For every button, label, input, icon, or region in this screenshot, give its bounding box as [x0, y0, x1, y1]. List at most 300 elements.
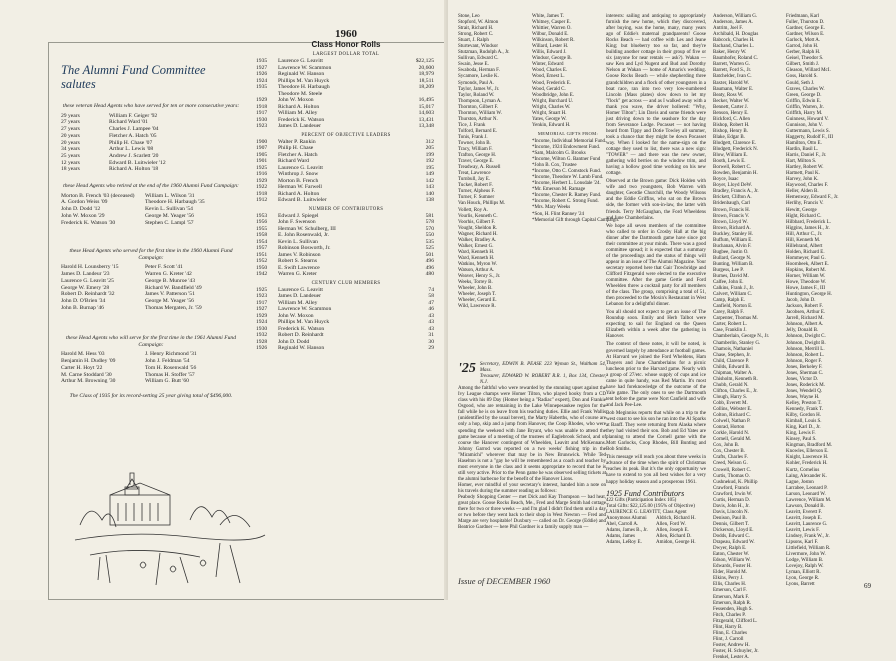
contributor-name: Lyman, Elliott R. — [786, 570, 821, 576]
contributor-name: Fitzgerald, Clifford L. — [713, 618, 758, 624]
honor-title: Class Honor Rolls — [311, 40, 381, 49]
contributor-name: Chamois, Nathaniel — [713, 346, 753, 352]
contributor-name: Gilbert, Smith J. — [786, 62, 820, 68]
honor-section-title: PERCENT OF OBJECTIVE LEADERS — [301, 132, 391, 138]
contributor-name: Bowden, Benjamin H. — [713, 171, 758, 177]
retired-agent: Stephen C. Lampl '57 — [145, 219, 194, 226]
contributor-name: Creed, Nelson G. — [713, 461, 748, 467]
honor-value: 192 — [425, 158, 434, 164]
contributor-name: Bugbee, Justin O. — [713, 249, 749, 255]
honor-class-year: 1955 — [256, 225, 268, 232]
contributor-name: Eaton, Chester W. — [713, 552, 750, 558]
honor-class-year: 1922 — [256, 184, 268, 190]
contributor-name: Bennett, Carter J. — [713, 104, 748, 110]
contributor-name: Holden, Richard E. — [786, 249, 825, 255]
contributor-name: Barrett, Ford S., Jr. — [713, 68, 752, 74]
contributor-name: Larrabee, Leonard P. — [786, 485, 828, 491]
contributor-name: Blow, William E. — [713, 153, 748, 159]
memorial-gift: *John B. Cox, Trustee — [532, 163, 577, 169]
new-agent: John J. Feldman '54 — [145, 358, 190, 365]
veteran-name: Edward B. Luitwieler '12 — [109, 159, 166, 166]
honor-agent-name: John D. Dodd — [278, 338, 310, 345]
contributor-name: Anderson, James A. — [713, 20, 753, 26]
contributor-name: Weaver, Henry S., Jr. — [458, 274, 501, 280]
veteran-name: Fletcher A. Hatch '05 — [109, 132, 157, 139]
veteran-years: 12 years — [61, 159, 80, 166]
fund-agent: LAURENCE G. LEAVITT, Class Agent — [606, 509, 687, 515]
contributor-name: Corkle, Harold N. — [713, 431, 750, 437]
honor-agent-name: Richard A. Holton — [278, 190, 320, 197]
class-1925-notes — [458, 362, 606, 572]
contributor-name: Buckley, Stanley H. — [713, 231, 753, 237]
honor-value: 496 — [425, 264, 434, 271]
contributor-name: Dennis, Gilbert T. — [713, 521, 749, 527]
honor-class-year: 1907 — [256, 145, 268, 151]
contributor-name: Camp, Ralph E. — [713, 298, 745, 304]
honor-agent-name: John F. Swenson — [278, 219, 316, 225]
memorial-gift: *Income, Wilton G. Bantner Fund — [532, 157, 601, 163]
contributor-name: Turner, Alpheus F. — [458, 189, 495, 195]
honor-value: 43 — [428, 319, 434, 325]
honor-class-year: 1958 — [256, 232, 268, 238]
contributor-name: Jones, Sherman C. — [786, 370, 824, 376]
contributor-name: Jelly, Donald B. — [786, 328, 819, 334]
contributor-name: Horner, William W. — [786, 274, 826, 280]
honor-row — [256, 345, 436, 352]
contributor-name: Kohler, Frederick H. — [786, 461, 828, 467]
fund-contributors — [606, 489, 706, 546]
notes-part-c: Observed at the Brown game: Dick Holden with wife and two youngsters, Bob Warren with daughter, Geordie Churchill, the Woody Wilsons and the Eddie Griffins, who sat on the Brown side, the former with son-in-law, the latter with friends. Terry McGaughan, the Ford Wheeldens and June Chamberlains. — [606, 179, 706, 221]
honor-value: 143 — [425, 184, 434, 190]
contributor-name: Anderson, William G. — [713, 14, 758, 19]
contributor-name: Blodgett, Clarence E. — [713, 140, 757, 146]
honor-agent-name: Edward B. Luitwieler — [278, 197, 327, 203]
contributor-name: Benson, Henry E. — [713, 110, 749, 116]
honor-section-title: CENTURY CLUB MEMBERS — [311, 280, 381, 286]
honor-class-year: 1929 — [256, 177, 268, 184]
honor-value: 142 — [425, 177, 434, 184]
honor-row — [256, 123, 436, 130]
contributor-name: Baker, Henry W. — [713, 50, 747, 56]
contributor-name: Childs, Edward B. — [713, 364, 750, 370]
honor-class-year: 1905 — [256, 151, 268, 158]
contributor-name: Sullivan, Edward C. — [458, 56, 499, 62]
contributor-name: Cox, Chester B. — [713, 449, 745, 455]
honor-class-year: 1957 — [256, 245, 268, 251]
honor-value: 501 — [425, 251, 434, 258]
contributor-name: Lawrence, William M. — [786, 497, 832, 503]
memorial-gift: *Income, Chester R. Ramey Fund. — [532, 193, 602, 199]
honor-agent-name: Lawrence W. Scammon — [278, 64, 332, 71]
contributor-name: Brown, Lloyd W. — [713, 219, 748, 225]
retired-left — [61, 193, 145, 227]
contributor-name: Hoornbeek, Albert E. — [786, 261, 829, 267]
contributor-name: Hillehrand, Albert — [786, 243, 823, 249]
honor-agent-name: Walter P. Rankin — [278, 138, 316, 145]
contributor-name: Archibald, H. Douglas — [713, 32, 759, 38]
contributor-name: Stopford, W. Almon — [458, 20, 499, 26]
veteran-name: William F. Geiger '92 — [109, 112, 158, 119]
honor-agent-name: Herman W. Schulberg, III — [278, 225, 336, 232]
salutes-heading: The Alumni Fund Committee salutes — [61, 63, 206, 91]
contributor-name: Turner, F. Sumner — [458, 195, 495, 201]
contributor-name: Willard, Lester H. — [532, 44, 569, 50]
honor-class-year: 1923 — [256, 293, 268, 299]
honor-class-year: 1930 — [256, 325, 268, 332]
contributor-name: Wheeler, Joseph T. — [458, 292, 496, 298]
honor-class-year: 1935 — [256, 58, 268, 64]
first-time-agent: Warren G. Kreter '42 — [145, 271, 192, 278]
first-time-agent: Thomas Mergaten, Jr. '59 — [145, 304, 202, 311]
contributor-name: Wood, Gerald C. — [532, 86, 566, 92]
notes-part-b: interests: sailing and antiquing to appropriately furnish the new home, which they discovered, after buying, was the home, many, many years ago of Eddie's maternal grandparents! Goose Rocks Beach — had coffee with Les and Jeane King; but blueberry too so far, and they're building another cottage in their group of five or six (anyone for near rentals — ask?). Wakan — saw Ken and Lyd Nugent and Bud and Dorothy Nelson at Wakan — home of Amaris's wedding. Goose Rocks Beach — while shepherding three grandchildren and a flock of other youngsters in a boat race, ran into two very low-numbered Lincoln (Mass plates) slow down to let my "flock" get across — and as I walked away with a thank you wave, the driver hollered: "Why, Homer Tilton"; Lin Davis and some friends were just driving down to the seashore for the day from Severance Lodge. Pocasset — not having heard from Tippy and Dotie Towley all summer, took a chance that they might be down Pocasset way. When I looked for the name-sign on the cottage they used to list, there was a new sign: "TOWER" — and there was the new owner, gathering wild berries on the window trim, and having a hollow good time working on his new cottage. — [606, 14, 706, 177]
veteran-years: 20 years — [61, 139, 80, 146]
contributor-name: Vought, Sheldon R. — [458, 225, 498, 231]
honor-class-year: 1953 — [256, 212, 268, 219]
honor-value: 570 — [425, 225, 434, 232]
contributor-name: Turnbull, Jay E. — [458, 177, 491, 183]
memorial-title: MEMORIAL GIFTS FROM: — [537, 130, 599, 136]
contributor-name: Drapeau, Edward W. — [713, 540, 755, 546]
left-page — [0, 0, 448, 600]
contributor-name: Emerson, Ralph R. — [713, 600, 752, 606]
new-agent: Arthur M. Browning '30 — [61, 378, 116, 385]
honor-class-year: 1918 — [256, 103, 268, 110]
honor-agent-name: Richard A. Holton — [278, 103, 320, 110]
contributor-name: Johnson, Albert A. — [786, 322, 824, 328]
contributor-name: Brown, Richard A. — [713, 225, 751, 231]
contributor-name: Bunting, William B. — [713, 261, 754, 267]
contributor-name: Stutzman, Rudolph A., Jr. — [458, 50, 510, 56]
contributor-name: Harvey, John K. — [786, 177, 819, 183]
notes-part-d: We hope all seven members of the committee who called to order in Crosby Hall at the big dinner after the Dartmouth game have since got their committee at your minds. There was a good committee spread; it is expected that a summary of the proceedings and the status of things will appear in an issue of The Alumni Magazine. Your secretary reported here that Gair Trowbridge and Clifford Fitzgerald were elected to the executive committee. After the game Gertie and Ford Wheelden threw a cocktail party for all members of the class. The group, comprising a total of 51, then proceeded to the Moxin's Restaurant in West Lebanon for a delightful dinner. — [606, 223, 706, 308]
veteran-agents — [61, 103, 241, 173]
contributor-name: Voorhis, Gilbert F. — [458, 219, 496, 225]
contributor-name: Wood, Ernest L. — [532, 74, 565, 80]
contributor-name: Wright, Burchard U. — [532, 98, 574, 104]
honor-agent-name: John W. Moxon — [278, 97, 314, 103]
honor-value: 140 — [425, 190, 434, 197]
contributor-name: Heller, Alden B. — [786, 189, 819, 195]
honor-value: 13,431 — [418, 116, 434, 123]
contributor-name: Johnson, Dwight B. — [786, 340, 826, 346]
fund-contributor: Anonymous Alumni — [606, 515, 647, 521]
honor-class-year: 1928 — [256, 338, 268, 345]
honor-row — [256, 271, 436, 278]
honor-class-year: 1930 — [256, 116, 268, 123]
fund-contributor: Allen, Joseph E. — [656, 527, 689, 533]
contributor-name: Hommeyer, Paul G. — [786, 255, 826, 261]
contributor-name: Wood, Frederick E. — [532, 80, 572, 86]
contributor-name: Winter, Edward — [532, 62, 564, 68]
honor-class-year: 1952 — [256, 258, 268, 264]
contributor-name: Lovejoy, Ralph W. — [786, 564, 824, 570]
contributor-name: Blodgett, Frederick N. — [713, 147, 758, 153]
contributor-name: Kinsey, Paul S. — [786, 437, 817, 443]
contributor-name: Jacobsen, Arthur E. — [786, 310, 826, 316]
new-agent: William G. Butt '60 — [145, 378, 189, 385]
contributor-name: Garlock, Mott A. — [786, 38, 821, 44]
contributor-name: Emerson, Mark F. — [713, 594, 749, 600]
honor-value: 480 — [425, 271, 434, 277]
honor-sections — [256, 52, 436, 352]
memorial-gift: *Income, Theodore W. Lamb Fund. — [532, 175, 604, 181]
first-time-left — [61, 264, 145, 311]
honor-value: 18,209 — [418, 84, 434, 90]
contributor-name: Lawson, Donald B. — [786, 503, 825, 509]
honor-agent-name: Robert D. Reinhardt — [278, 332, 324, 338]
honor-agent-name: E. Swift Lawrence — [278, 264, 320, 271]
notes-column-3 — [606, 14, 706, 594]
veteran-row — [61, 146, 241, 153]
memorial-gift: *Income, Individual Memorial Fund. — [532, 138, 607, 144]
honor-value: 20,600 — [418, 64, 434, 71]
contributor-name: Boyce, Isaac — [713, 177, 739, 183]
contributor-name: Wild, Lawrence R. — [458, 304, 496, 310]
veteran-row — [61, 153, 241, 160]
contributor-name: Foster, H. Schuyler, Jr. — [713, 648, 759, 654]
honor-row — [256, 197, 436, 204]
honor-agent-name: Frederick K. Watson — [278, 325, 325, 332]
contributor-name: Vourlis, Kenneth C. — [458, 213, 498, 219]
honor-class-year: 1935 — [256, 84, 268, 90]
treasurer-line: Treasurer, EDWARD W. ROBERT R.R. 1, Box 134, Chester, N.J. — [479, 374, 606, 386]
contributor-name: Tolford, Bernard E. — [458, 128, 498, 134]
fund-contributor: Abel, Carroll A. — [606, 521, 639, 527]
retired-agent: Morton B. French '03 (deceased) — [61, 192, 135, 199]
honor-value: 149 — [425, 171, 434, 177]
honor-value: 581 — [425, 212, 434, 219]
memorial-gift: *Income, Otto C. Comstock Fund. — [532, 169, 602, 175]
new-agent: J. Henry Richmond '31 — [145, 351, 197, 358]
contributors-column-4 — [713, 14, 783, 660]
contributor-name: Calfee, John E. — [713, 280, 744, 286]
memorial-gift: *Mrs. Mary Weeks — [532, 205, 571, 211]
contributor-name: Swaboda, Herman F. — [458, 68, 500, 74]
contributor-name: Thompson, Lyman A. — [458, 98, 502, 104]
veteran-row — [61, 160, 241, 167]
contributor-name: Gardner, Wilson E. — [786, 32, 825, 38]
contributor-name: Tucker, Robert F. — [458, 183, 493, 189]
contributor-name: Lipsons, Karl F. — [786, 540, 819, 546]
contributor-name: Booth, Lewis E. — [713, 159, 746, 165]
contributor-name: Elder, Harold M. — [713, 570, 747, 576]
contributor-name: Cornell, Gerald M. — [713, 437, 752, 443]
contributor-name: Jacob, John D. — [786, 298, 816, 304]
contributor-name: Laing, Alexander K. — [786, 473, 827, 479]
contributor-name: Bradley, Francis A., Jr. — [713, 189, 759, 195]
new-1961-left — [61, 351, 145, 385]
veteran-row — [61, 126, 241, 133]
contributor-name: Chase, Stephen, Jr. — [713, 352, 751, 358]
contributor-name: Ward, Kenneth H. — [458, 255, 495, 261]
first-time-agent: George W. Emery '28 — [61, 284, 110, 291]
first-time-agent: James D. Landeur '23 — [61, 271, 110, 278]
veteran-years: 34 years — [61, 146, 80, 153]
contributor-name: Thurston, Arthur N. — [458, 116, 498, 122]
contributor-name: Clifton, Charles E., Jr. — [713, 388, 758, 394]
honor-rolls — [256, 28, 436, 352]
contributor-name: Thornton, Gilbert F. — [458, 104, 499, 110]
contributor-name: Curtis, Herman D. — [713, 497, 750, 503]
new-agent: Benjamin H. Dudley '09 — [61, 358, 116, 365]
contributor-name: Lodge, William B. — [786, 558, 824, 564]
fund-names-a — [606, 516, 656, 546]
honor-value: 578 — [425, 219, 434, 225]
honor-agent-name: Reginald W. Hanson — [278, 345, 325, 351]
honor-agent-name: Robinson Bosworth, Jr. — [278, 245, 331, 251]
honor-agent-name: Theodore M. Steele — [278, 90, 323, 97]
contributor-name: Windsor, George B. — [532, 56, 572, 62]
contributor-name: Johnson, Roger F. — [786, 358, 822, 364]
honor-class-year: 1932 — [256, 332, 268, 338]
contributor-name: Hamilton, Otto E. — [786, 140, 822, 146]
contributor-name: Willis, Edward J. — [532, 50, 567, 56]
contributor-name: Vollett, Roy A. — [458, 207, 488, 213]
new-agent: Thomas H. Stoffer '57 — [145, 371, 195, 378]
contributor-name: Yates, George W. — [532, 116, 567, 122]
contributor-name: Dodds, Edward C. — [713, 534, 750, 540]
contributor-name: Guttermann, Lewis S. — [786, 128, 830, 134]
contributor-name: Leavitt, Lewis F. — [786, 527, 820, 533]
honor-agent-name: Herman W. Farwell — [278, 184, 322, 190]
contributor-name: Wright, Stuart H. — [532, 110, 567, 116]
contributor-name: Guinness, Howard V. — [786, 116, 829, 122]
right-page — [448, 0, 896, 660]
class-notes-body-2: Homer, ever mindful of your secretary's interest, handed him a note on his travels during the summer reading as follows: — [458, 482, 606, 494]
contributor-name: Burnes, David M. — [713, 274, 749, 280]
contributor-name: Dickerson, Lloyd E. — [713, 527, 754, 533]
contributor-name: Hewitt, George — [786, 207, 817, 213]
honor-agent-name: Reginald W. Hanson — [278, 71, 325, 77]
contributor-name: Watson, Arthur A. — [458, 267, 495, 273]
contributor-name: Chamberlin, Stanley G. — [713, 340, 761, 346]
honor-class-year: 1950 — [256, 264, 268, 271]
contributor-name: Edwards, Foster H. — [713, 564, 752, 570]
contributor-name: Jones, Victor D. — [786, 376, 819, 382]
honor-agent-name: Laurence G. Leavitt — [278, 58, 323, 64]
honor-class-year: 1926 — [256, 345, 268, 351]
honor-class-year: 1917 — [256, 110, 268, 116]
contributor-name: Tonis, Frank J. — [458, 134, 488, 140]
contributor-name: Canfield, Norton E. — [713, 304, 753, 310]
contributor-name: King, Karl D., Jr. — [786, 425, 821, 431]
contributor-name: Antrim, Joel F. — [713, 26, 743, 32]
contributor-name: Griffith, Harry M. — [786, 110, 823, 116]
contributor-name: Strait, Richard H. — [458, 26, 494, 32]
contributor-name: Brickett, Clifton A. — [713, 195, 752, 201]
contributor-name: Davis, John H., Jr. — [713, 503, 750, 509]
notes-part-e: You all should not expect to get an issue of The Roundup soon. Emily and Herb Talbot were expecting to sail for England on the Queen Elizabeth within a week after the gathering in Hanover. — [606, 310, 706, 340]
contributor-name: Swain, Jesse E. — [458, 62, 489, 68]
contributor-name: Friedmann, Karl — [786, 14, 820, 19]
contributor-name: Higgins, James H., Jr. — [786, 225, 830, 231]
honor-value: 312 — [425, 138, 434, 145]
first-time-agent: George B. Munroe '43 — [145, 277, 195, 284]
contributor-name: Denison, Paul B. — [713, 515, 747, 521]
honor-class-year: 1900 — [256, 138, 268, 145]
veteran-row — [61, 119, 241, 126]
contributor-name: Frenkel, Lester A. — [713, 654, 750, 660]
contributor-name: Gunnison, John V. — [786, 122, 823, 128]
contributor-name: Taylor, James W., Jr. — [458, 86, 500, 92]
contributor-name: Treadway, A. Russell — [458, 165, 501, 171]
honor-agent-name: Kevin L. Sullivan — [278, 238, 318, 245]
honor-value: 30 — [428, 338, 434, 345]
contributor-name: Bickford, C. Allen — [713, 116, 750, 122]
contributor-name: Tice, J. Frank — [458, 122, 486, 128]
honor-value: 18,979 — [418, 71, 434, 77]
contributor-name: Gleason, Willard McI. — [786, 68, 831, 74]
honor-class-year: 1942 — [256, 271, 268, 277]
contributor-name: Chubb, Gerald N. — [713, 382, 749, 388]
contributor-name: Howe, James F., III — [786, 286, 826, 292]
honor-value: 74 — [428, 286, 434, 293]
honor-class-year: 1925 — [256, 286, 268, 293]
first-time-agent: Laurence G. Leavitt '25 — [61, 277, 114, 284]
contributor-name: Johnson, Robert L. — [786, 352, 825, 358]
contributor-name: Cobb, Everett M. — [713, 401, 748, 406]
veteran-row — [61, 133, 241, 140]
contributor-name: Leavitt, Laurence G. — [786, 521, 828, 527]
honor-value: 496 — [425, 258, 434, 264]
honor-agent-name: Warren G. Kreter — [278, 271, 317, 277]
honor-value: $22,125 — [415, 58, 434, 64]
contributor-name: Buffum, William E. — [713, 237, 753, 243]
contributor-name: Baumann, Walter E. — [713, 86, 754, 92]
honor-class-year: 1917 — [256, 299, 268, 306]
contributor-name: Harris, Daniel F., Jr. — [786, 153, 827, 159]
retired-agent: William L. Wilson '31 — [145, 192, 195, 199]
honor-value: 46 — [428, 306, 434, 312]
contributor-name: Chisholm, Kenneth R. — [713, 376, 758, 382]
contributor-name: Trafton, George H. — [458, 153, 497, 159]
veteran-years: 20 years — [61, 132, 80, 139]
contributor-name: Jones, Wendell Q. — [786, 388, 823, 394]
retired-right — [145, 193, 229, 227]
contributor-name: Traver, George E. — [458, 159, 494, 165]
contributor-name: Leavitt, Everett F. — [786, 509, 822, 515]
honor-class-year: 1924 — [256, 319, 268, 325]
honor-agent-name: John W. Moxon — [278, 312, 314, 319]
contributor-name: Baumhofer, Roland C. — [713, 56, 759, 62]
first-time-agent: Peter F. Scott '41 — [145, 264, 183, 271]
contributors-column-2 — [532, 14, 620, 224]
honor-value: 29 — [428, 345, 434, 351]
contributors-column-5 — [786, 14, 862, 588]
honor-agent-name: Laurence G. Leavitt — [278, 286, 323, 293]
honor-value: 199 — [425, 151, 434, 158]
contributor-name: Sycamore, Leslie K. — [458, 74, 499, 80]
contributor-name: Child, Clarence P. — [713, 358, 750, 364]
honor-value: 525 — [425, 245, 434, 251]
contributor-name: Dwyer, Ralph E. — [713, 546, 747, 552]
honor-agent-name: Lawrence W. Scammon — [278, 306, 332, 312]
contributor-name: Jackson, Robert F. — [786, 304, 823, 310]
first-time-agent: Richard W. Bandfield '49 — [145, 284, 202, 291]
contributor-name: Crafts, Charles F. — [713, 455, 748, 461]
contributor-name: Colton, Richard C. — [713, 413, 751, 419]
first-time-agent: John D. O'Brien '34 — [61, 297, 106, 304]
contributor-name: Thornton, William W. — [458, 110, 502, 116]
honor-value: 18,511 — [418, 77, 434, 84]
contributor-name: Van Houck, Phillips M. — [458, 201, 506, 207]
contributor-name: Case, Franklin J. — [713, 328, 747, 334]
honor-value: 43 — [428, 312, 434, 319]
contributor-name: Calkins, Frank J., Jr. — [713, 286, 754, 292]
contributor-name: Hartley, Robert W. — [786, 165, 824, 171]
contributor-name: Strong, Robert C. — [458, 32, 494, 38]
